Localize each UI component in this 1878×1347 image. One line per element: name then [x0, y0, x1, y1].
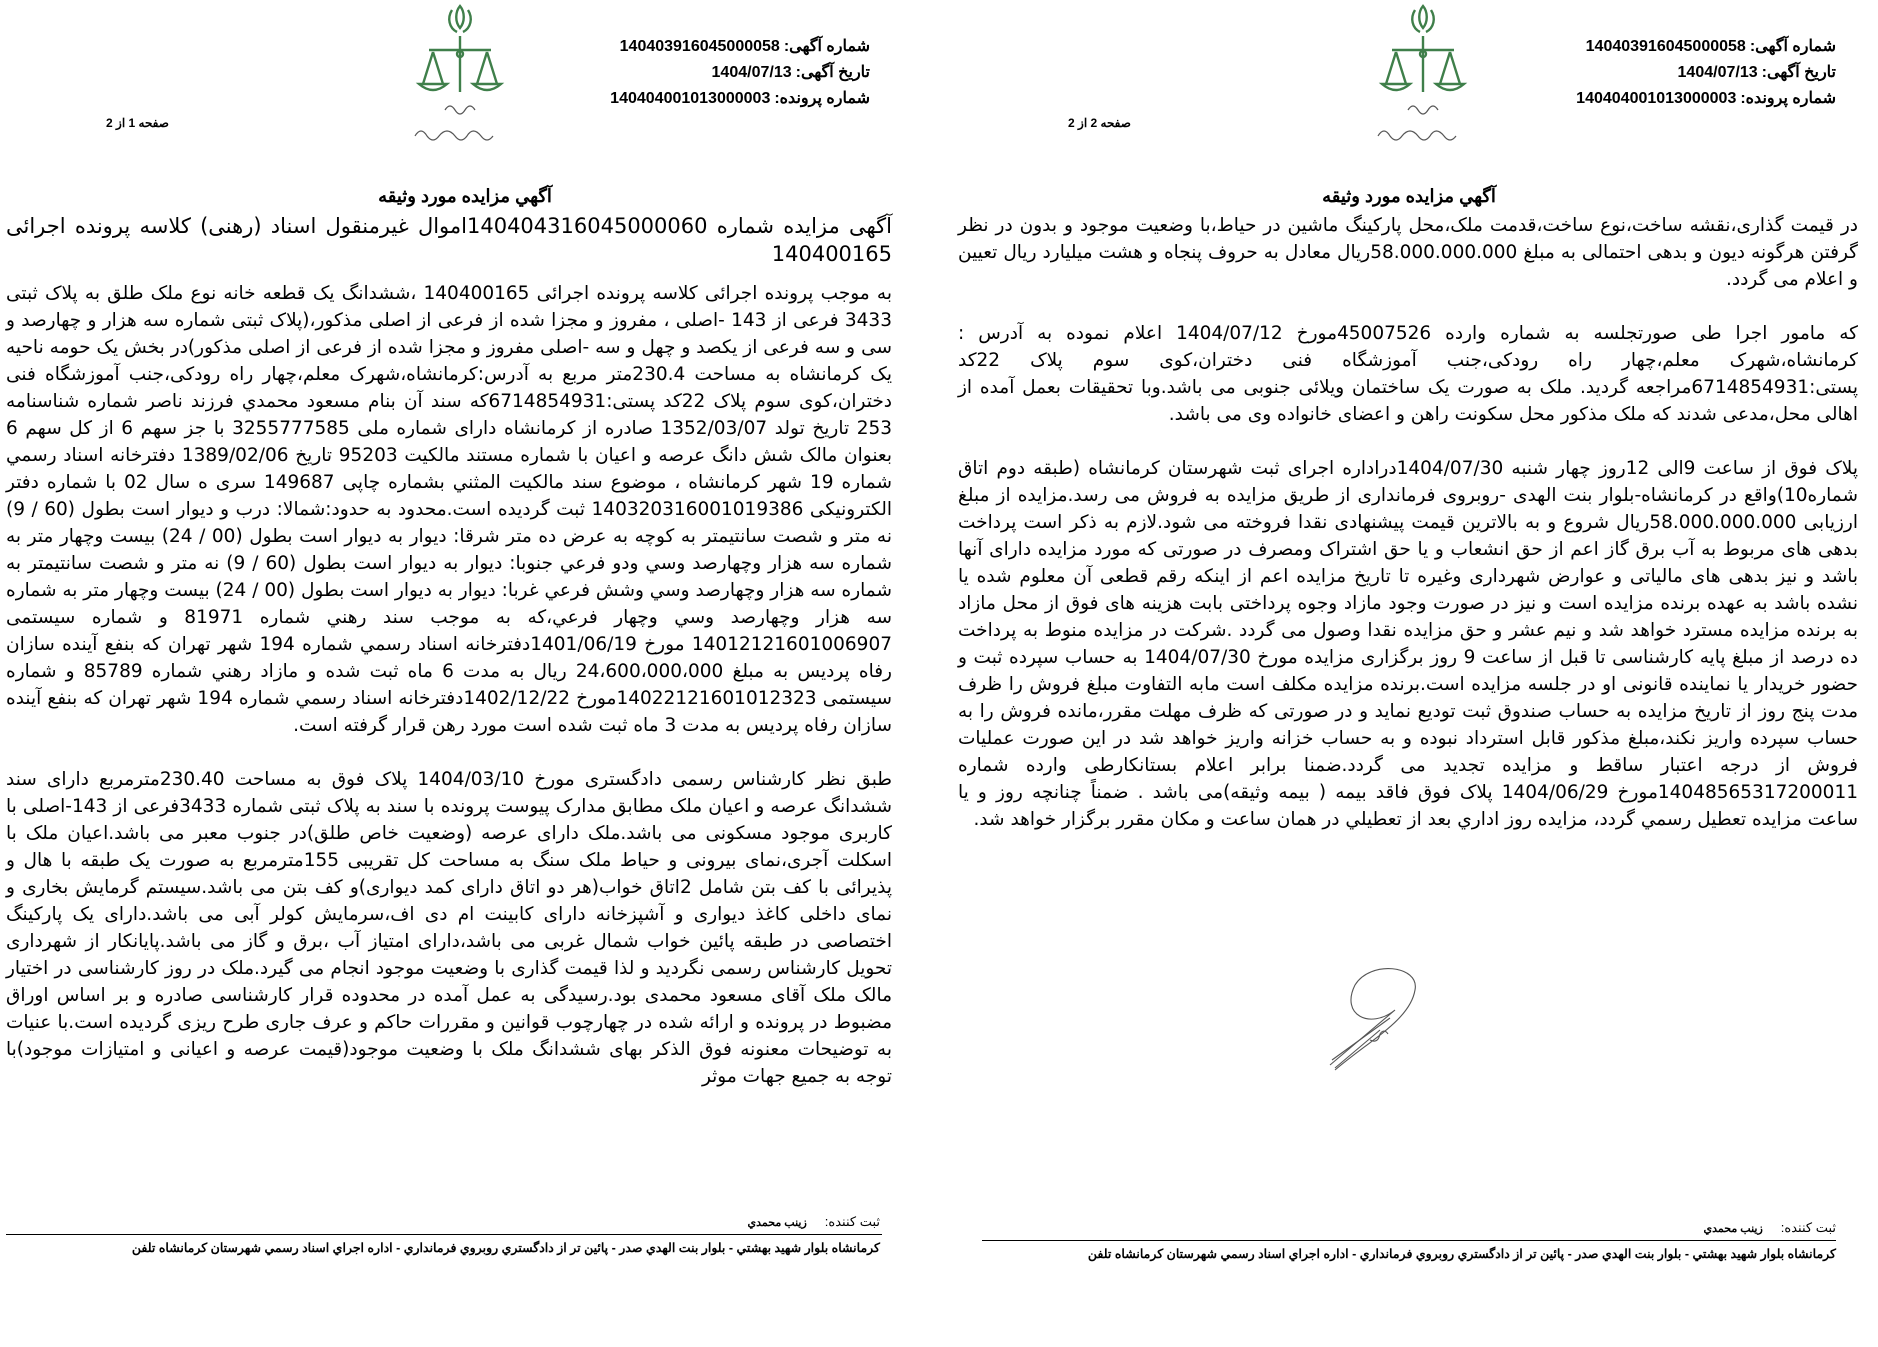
notice-date-label: تاریخ آگهی: [795, 64, 870, 81]
notice-date-label: تاریخ آگهی: [1761, 64, 1836, 81]
notice-number: 140403916045000058 [619, 38, 780, 55]
notice-paragraph: به موجب پرونده اجرائی کلاسه پرونده اجرائی 140400165 ،ششدانگ یک قطعه خانه نوع ملک طلق به پلاک ثبتی 3433 فرعی از 143 -اصلی ، مفروز و مجزا شده از فرعی از اصلی مذکور،(پلاک ثبتی شماره سه هزار و چهارصد و سی و سه فرعی از یکصد و چهل و سه -اصلی مفروز و مجزا شده از فرعی از اصلی مذکور)در بخش یک حومه ناحیه یک کرمانشاه به مساحت 230.4متر مربع به آدرس:کرمانشاه،شهرک معلم،چهار راه رودکی،جنب آموزشگاه فنی دختران،کوی سوم پلاک 22کد پستی:6714854931که سند آن بنام مسعود محمدي فرزند ناصر شماره شناسنامه 253 تاریخ تولد 1352/03/07 صادره از کرمانشاه دارای شماره ملی 3255777585 با جز سهم 6 از کل سهم 6 بعنوان مالک شش دانگ عرصه و اعیان با شماره مستند مالکیت 95203 تاریخ 1389/02/06 دفترخانه اسناد رسمي شماره 19 شهر کرمانشاه ، موضوع سند مالکیت المثني بشماره چاپی 149687 سری ه سال 02 با شماره دفتر الکترونیکی 140320316001019386 ثبت گردیده است.محدود به حدود:شمالا: درب و دیوار است بطول (60 / 9) نه متر و شصت سانتيمتر به کوچه به عرض ده متر شرقا: ديوار به ديوار است بطول (00 / 24) بيست وچهار متر به شماره سه هزار وچهارصد وسي ودو فرعي جنوبا: ديوار به ديوار است بطول (60 / 9) نه متر و شصت سانتيمتر به شماره سه هزار وچهارصد وسي وشش فرعي غربا: ديوار به ديوار است بطول (00 / 24) بيست وچهار متر به شماره سه هزار وچهارصد وسي وچهار فرعي،که به موجب سند رهني شماره 81971 و شماره سیستمی 14012121601006907 مورخ 1401/06/19دفترخانه اسناد رسمي شماره 194 شهر تهران که بنفع آينده سازان رفاه پرديس به مبلغ 24،600،000،000 ریال به مدت 6 ماه ثبت شده و مازاد رهني شماره 85789 و شماره سیستمی 14022121601012323مورخ 1402/12/22دفترخانه اسناد رسمي شماره 194 شهر تهران که بنفع آينده سازان رفاه پرديس به مدت 3 ماه ثبت شده است مورد رهن قرار گرفته است. [6, 283, 893, 736]
footer-divider [6, 1234, 882, 1235]
notice-number-label: شماره آگهی: [1749, 38, 1836, 55]
notice-number: 140403916045000058 [1585, 38, 1746, 55]
notice-meta [1572, 34, 1836, 112]
judiciary-logo [1348, 0, 1498, 150]
footer-divider [982, 1240, 1836, 1241]
notice-body [6, 212, 892, 1117]
notice-body [958, 212, 1858, 860]
notice-page-2 [940, 0, 1878, 1347]
footer-address: كرمانشاه بلوار شهيد بهشتي - بلوار بنت الهدي صدر - پائين تر از دادگستري روبروي فرمانداري - اداره اجراي اسناد رسمي شهرستان كرمانشاه تلفن [131, 1241, 880, 1255]
page-indicator: صفحه 2 از 2 [1068, 116, 1131, 130]
file-number: 140404001013000003 [610, 90, 771, 107]
file-number: 140404001013000003 [1576, 90, 1737, 107]
notice-paragraph: که مامور اجرا طی صورتجلسه به شماره وارده 45007526مورخ 1404/07/12 اعلام نموده به آدرس : کرمانشاه،شهرک معلم،چهار راه رودکی،جنب آموزشگاه فنی دختران،کوی سوم پلاک 22کد پستی:6714854931مراجعه گردید. ملک به صورت یک ساختمان ویلائی جنوبی می باشد.وبا تحقیقات بعمل آمده از اهالی محل،مدعی شدند که ملک مذکور محل سکونت راهن و اعضای خانواده وی می باشد. [958, 323, 1858, 425]
notice-title: آگهي مزايده مورد وثيقه [1322, 186, 1496, 206]
file-number-label: شماره پرونده: [1740, 90, 1836, 107]
judiciary-logo [385, 0, 535, 150]
page-indicator: صفحه 1 از 2 [106, 116, 169, 130]
registrar [748, 1214, 881, 1230]
signature [1310, 960, 1460, 1080]
notice-paragraph: پلاک فوق از ساعت 9الی 12روز چهار شنبه 1404/07/30دراداره اجرای ثبت شهرستان کرمانشاه (طبقه دوم اتاق شماره10)واقع در کرمانشاه-بلوار بنت الهدی -روبروی فرمانداری از طریق مزایده به فروش می رسد.مزایده از مبلغ ارزیابی 58.000.000.000ریال شروع و به بالاترین قیمت پیشنهادی نقدا فروخته می شود.لازم به ذکر است پرداخت بدهی های مربوط به آب برق گاز اعم از حق انشعاب و یا حق اشتراک ومصرف در صورتی که مورد مزایده دارای آنها باشد و نیز بدهی های مالیاتی و عوارض شهرداری وغیره تا تاریخ مزایده اعم از اینکه رقم قطعی آن معلوم شده یا نشده باشد به عهده برنده مزایده است و نیز در صورت وجود مازاد وجوه پرداختی بابت هزینه های فوق از محل مازاد به برنده مزایده مسترد خواهد شد و نیم عشر و حق مزایده نقدا وصول می گردد .شرکت در مزایده منوط به پرداخت ده درصد از مبلغ پایه کارشناسی تا قبل از ساعت 9 روز برگزاری مزایده مورخ 1404/07/30 به حساب سپرده ثبت و حضور خریدار یا نماینده قانونی او در جلسه مزایده است.برنده مزایده مکلف است مابه التفاوت مبلغ فروش را ظرف مدت پنج روز از تاریخ مزایده به حساب صندوق ثبت تودیع نماید و در صورتی که ظرف مهلت مقرر،مانده فروش را به حساب سپرده واریز نکند،مبلغ مذکور قابل استرداد نبوده و به حساب خزانه واریز خواهد شد در این صورت عملیات فروش از درجه اعتبار ساقط و مزایده تجدید می گردد.ضمنا برابر اعلام بستانکارطی وارده شماره 14048565317200011مورخ 1404/06/29 پلاک فوق فاقد بیمه ( بیمه وثیقه)می باشد . ضمناً چنانچه روز و يا ساعت مزايده تعطيل رسمي گردد، مزايده روز اداري بعد از تعطيلي در همان ساعت و مکان مقرر برگزار خواهد شد. [958, 458, 1859, 830]
registrar-name: زينب محمدي [747, 1217, 807, 1229]
notice-meta [606, 34, 870, 112]
file-number-label: شماره پرونده: [774, 90, 870, 107]
registrar-label: ثبت کننده: [1780, 1220, 1836, 1235]
notice-page-1 [0, 0, 930, 1347]
notice-number-label: شماره آگهی: [783, 38, 870, 55]
notice-date: 1404/07/13 [711, 64, 792, 81]
footer-address: كرمانشاه بلوار شهيد بهشتي - بلوار بنت الهدي صدر - پائين تر از دادگستري روبروي فرمانداري - اداره اجراي اسناد رسمي شهرستان كرمانشاه تلفن [1087, 1247, 1836, 1261]
notice-paragraph: طبق نظر کارشناس رسمی دادگستری مورخ 1404/03/10 پلاک فوق به مساحت 230.40مترمربع دارای سند ششدانگ عرصه و اعیان ملک مطابق مدارک پیوست پرونده با سند به پلاک ثبتی شماره 3433فرعی از 143-اصلی با کاربری موجود مسکونی می باشد.ملک دارای عرصه (وضعیت خاص طلق)در جنوب معبر می باشد.اعیان ملک با اسکلت آجری،نمای بیرونی و حیاط ملک سنگ به مساحت کل تقریبی 155مترمربع به صورت یک طبقه با هال و پذیرائی با کف بتن شامل 2اتاق خواب(هر دو اتاق دارای کمد دیواری)و کف بتن می باشد.سیستم گرمایش بخاری و نمای داخلی کاغذ دیواری و آشپزخانه دارای کابینت ام دی اف،سرمایش کولر آبی می باشد.دارای یک پارکینگ اختصاصی در طبقه پائین خواب شمال غربی می باشد،دارای امتیاز آب ،برق و گاز می باشد.پایانکار از شهرداری تحویل کارشناس رسمی نگردید و لذا قیمت گذاری با وضعیت موجود انجام می گیرد.ملک در روز کارشناسی در اختیار مالک ملک آقای مسعود محمدی بود.رسیدگی به عمل آمده در محدوده قرار کارشناسی صادره و بر اساس اوراق مضبوط در پرونده و ارائه شده در چهارچوب قوانین و مقررات حاکم و عرف جاری طرح ریزی گردیده است.با عنیات به توضیحات معنونه فوق الذکر بهای ششدانگ ملک با وضعیت موجود(قیمت عرصه و اعیانی و امتیازات موجود)با توجه به جمیع جهات موثر [6, 769, 892, 1087]
registrar-name: زينب محمدي [1703, 1223, 1763, 1235]
notice-date: 1404/07/13 [1677, 64, 1758, 81]
notice-paragraph: آگهی مزایده شماره 140404316045000060اموال غیرمنقول اسناد (رهنی) کلاسه پرونده اجرائی 140400165 [6, 214, 892, 266]
registrar [1704, 1220, 1837, 1236]
registrar-label: ثبت کننده: [824, 1214, 880, 1229]
notice-paragraph: در قیمت گذاری،نقشه ساخت،نوع ساخت،قدمت ملک،محل پارکینگ ماشین در حیاط،با وضعیت موجود و بدون در نظر گرفتن هرگونه دیون و بدهی احتمالی به مبلغ 58.000.000.000ریال معادل به حروف پنجاه و هشت میلیارد ریال تعیین و اعلام می گردد. [958, 215, 1858, 290]
notice-title: آگهي مزايده مورد وثيقه [378, 186, 552, 206]
